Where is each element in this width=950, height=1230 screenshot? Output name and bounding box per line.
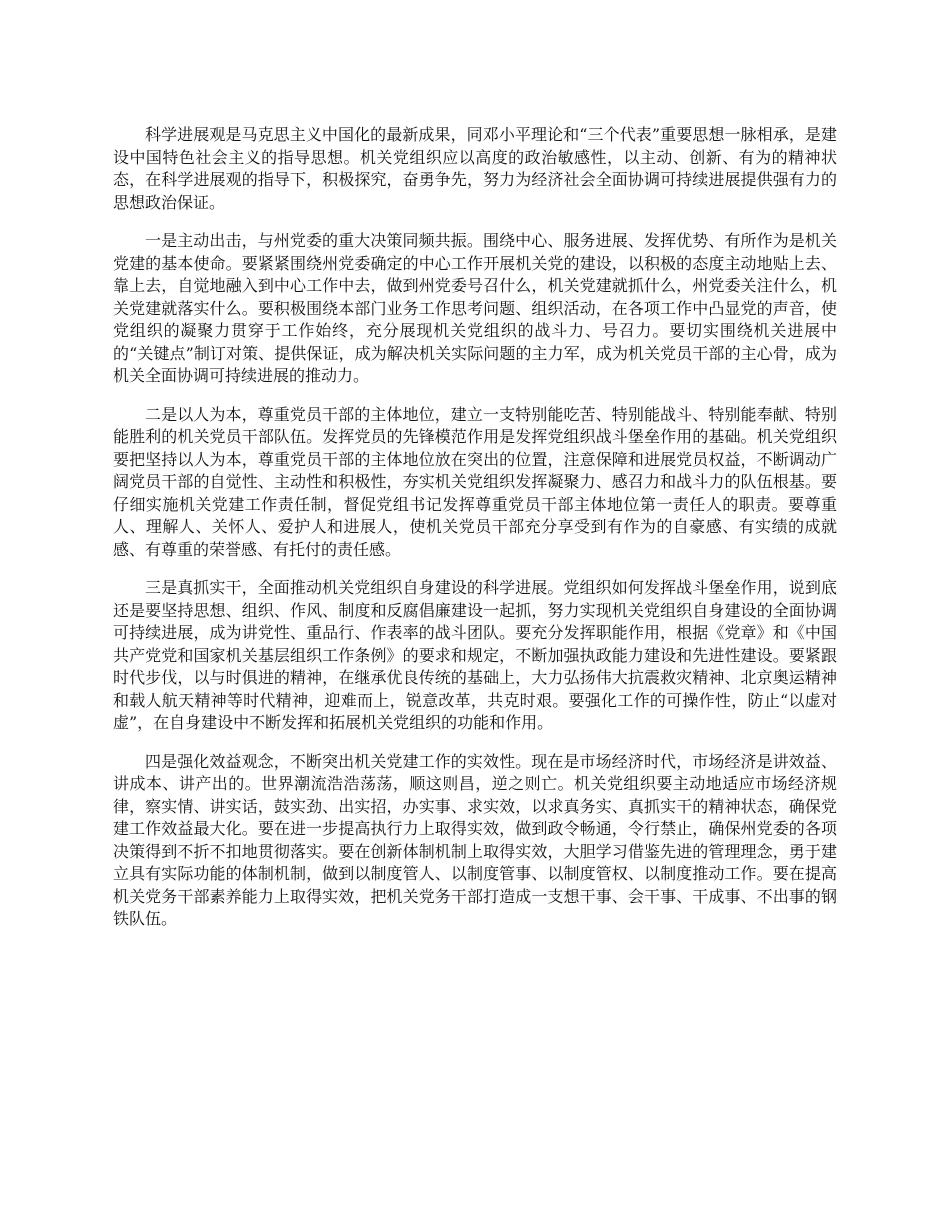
paragraph-point-three: 三是真抓实干，全面推动机关党组织自身建设的科学进展。党组织如何发挥战斗堡垒作用，说到底还是要坚持思想、组织、作风、制度和反腐倡廉建设一起抓，努力实现机关党组织自身建设的全面协调可持续进展，成为讲党性、重品行、作表率的战斗团队。要充分发挥职能作用，根据《党章》和《中国共产党党和国家机关基层组织工作条例》的要求和规定，不断加强执政能力建设和先进性建设。要紧跟时代步伐，以与时俱进的精神，在继承优良传统的基础上，大力弘扬伟大抗震救灾精神、北京奥运精神和载人航天精神等时代精神，迎难而上，锐意改革，共克时艰。要强化工作的可操作性，防止“以虚对虚”，在自身建设中不断发挥和拓展机关党组织的功能和作用。	[113, 578, 837, 732]
paragraph-point-one: 一是主动出击，与州党委的重大决策同频共振。围绕中心、服务进展、发挥优势、有所作为是机关党建的基本使命。要紧紧围绕州党委确定的中心工作开展机关党的建设，以积极的态度主动地贴上去、靠上去，自觉地融入到中心工作中去，做到州党委号召什么，机关党建就抓什么，州党委关注什么，机关党建就落实什么。要积极围绕本部门业务工作思考问题、组织活动，在各项工作中凸显党的声音，使党组织的凝聚力贯穿于工作始终，充分展现机关党组织的战斗力、号召力。要切实围绕机关进展中的“关键点”制订对策、提供保证，成为解决机关实际问题的主力军，成为机关党员干部的主心骨，成为机关全面协调可持续进展的推动力。	[113, 231, 837, 385]
paragraph-point-four: 四是强化效益观念，不断突出机关党建工作的实效性。现在是市场经济时代，市场经济是讲效益、讲成本、讲产出的。世界潮流浩浩荡荡，顺这则昌，逆之则亡。机关党组织要主动地适应市场经济规律，察实情、讲实话，鼓实劲、出实招，办实事、求实效，以求真务实、真抓实干的精神状态，确保党建工作效益最大化。要在进一步提高执行力上取得实效，做到政令畅通，令行禁止，确保州党委的各项决策得到不折不扣地贯彻落实。要在创新体制机制上取得实效，大胆学习借鉴先进的管理理念，勇于建立具有实际功能的体制机制，做到以制度管人、以制度管事、以制度管权、以制度推动工作。要在提高机关党务干部素养能力上取得实效，把机关党务干部打造成一支想干事、会干事、干成事、不出事的钢铁队伍。	[113, 751, 837, 928]
document-body	[113, 124, 837, 947]
paragraph-point-two: 二是以人为本，尊重党员干部的主体地位，建立一支特别能吃苦、特别能战斗、特别能奉献、特别能胜利的机关党员干部队伍。发挥党员的先锋模范作用是发挥党组织战斗堡垒作用的基础。机关党组织要把坚持以人为本，尊重党员干部的主体地位放在突出的位置，注意保障和进展党员权益，不断调动广阔党员干部的自觉性、主动性和积极性，夯实机关党组织发挥凝聚力、感召力和战斗力的队伍根基。要仔细实施机关党建工作责任制，督促党组书记发挥尊重党员干部主体地位第一责任人的职责。要尊重人、理解人、关怀人、爱护人和进展人，使机关党员干部充分享受到有作为的自豪感、有实绩的成就感、有尊重的荣誉感、有托付的责任感。	[113, 404, 837, 559]
paragraph-intro: 科学进展观是马克思主义中国化的最新成果，同邓小平理论和“三个代表”重要思想一脉相承，是建设中国特色社会主义的指导思想。机关党组织应以高度的政治敏感性，以主动、创新、有为的精神状态，在科学进展观的指导下，积极探究，奋勇争先，努力为经济社会全面协调可持续进展提供强有力的思想政治保证。	[113, 125, 837, 212]
